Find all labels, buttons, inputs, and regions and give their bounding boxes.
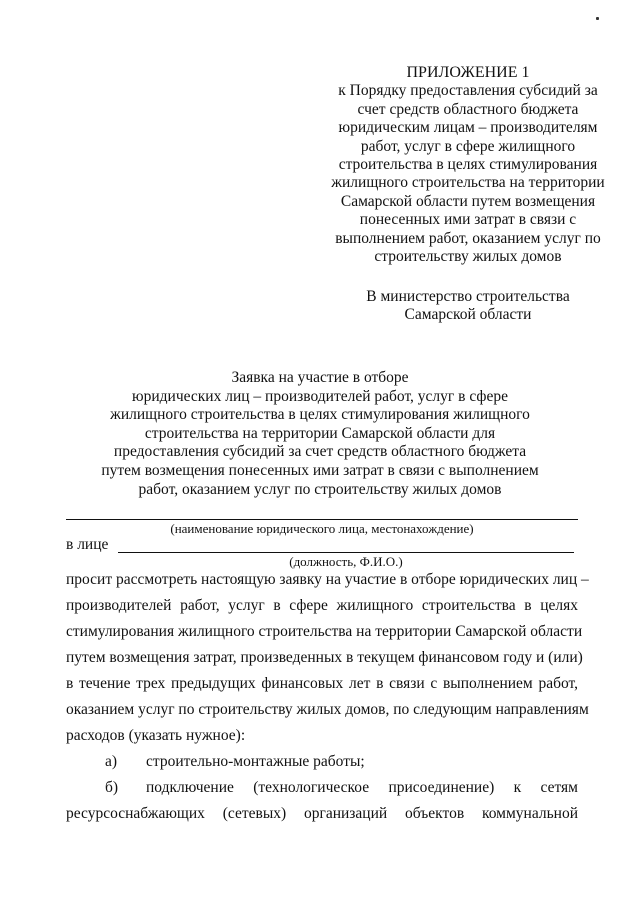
appendix-line: понесенных ими затрат в связи с xyxy=(359,211,577,229)
appendix-line: юридическим лицам – производителям xyxy=(338,119,598,137)
item-b-line: подключение (технологическое присоединение) к сетям xyxy=(146,779,578,796)
scan-dot-mark xyxy=(596,17,599,20)
body-line: производителей работ, услуг в сфере жилищного строительства в целях xyxy=(66,597,578,614)
heading-line: юридических лиц – производителей работ, услуг в сфере xyxy=(132,387,508,405)
item-a-text: строительно-монтажные работы; xyxy=(146,753,365,770)
body-line: путем возмещения затрат, произведенных в текущем финансовом году и (или) xyxy=(66,649,583,666)
in-person-label: в лице xyxy=(66,536,109,553)
item-b-line: ресурсоснабжающих (сетевых) организаций объектов коммунальной xyxy=(66,805,578,822)
heading-line: строительства на территории Самарской области для xyxy=(144,424,496,442)
appendix-line: строительству жилых домов xyxy=(374,248,562,266)
appendix-line: работ, услуг в сфере жилищного xyxy=(360,137,576,155)
body-line: расходов (указать нужное): xyxy=(66,727,246,744)
appendix-line: к Порядку предоставления субсидий за xyxy=(338,82,598,100)
heading-line: жилищного строительства в целях стимулирования жилищного xyxy=(110,406,530,424)
appendix-line: жилищного строительства на территории xyxy=(331,174,605,192)
heading-line: работ, оказанием услуг по строительству жилых домов xyxy=(138,480,502,498)
appendix-block xyxy=(318,64,618,266)
appendix-line: счет средств областного бюджета xyxy=(357,100,579,118)
application-heading xyxy=(60,369,580,499)
appendix-line: Самарской области путем возмещения xyxy=(340,192,596,210)
body-line: оказанием услуг по строительству жилых домов, по следующим направлениям xyxy=(66,701,589,718)
position-caption: (должность, Ф.И.О.) xyxy=(289,554,403,569)
heading-line: путем возмещения понесенных ими затрат в связи с выполнением xyxy=(101,461,539,479)
position-fill-line[interactable] xyxy=(118,552,574,553)
appendix-line: выполнением работ, оказанием услуг по xyxy=(335,229,601,247)
item-a-marker: а) xyxy=(105,753,118,770)
addressee-line: В министерство строительства xyxy=(366,288,570,305)
addressee-line: Самарской области xyxy=(404,306,532,324)
heading-line: Заявка на участие в отборе xyxy=(231,369,409,386)
appendix-line: строительства в целях стимулирования xyxy=(338,156,598,174)
appendix-title: ПРИЛОЖЕНИЕ 1 xyxy=(406,64,530,81)
body-line: просит рассмотреть настоящую заявку на участие в отборе юридических лиц – xyxy=(66,571,589,588)
heading-line: предоставления субсидий за счет средств областного бюджета xyxy=(113,443,527,461)
body-line: стимулирования жилищного строительства на территории Самарской области xyxy=(66,623,583,640)
addressee-block xyxy=(318,288,618,325)
name-caption: (наименование юридического лица, местонахождение) xyxy=(170,521,474,536)
name-fill-line[interactable] xyxy=(66,519,578,520)
body-line: в течение трех предыдущих финансовых лет в связи с выполнением работ, xyxy=(66,675,578,692)
item-b-marker: б) xyxy=(105,779,119,796)
